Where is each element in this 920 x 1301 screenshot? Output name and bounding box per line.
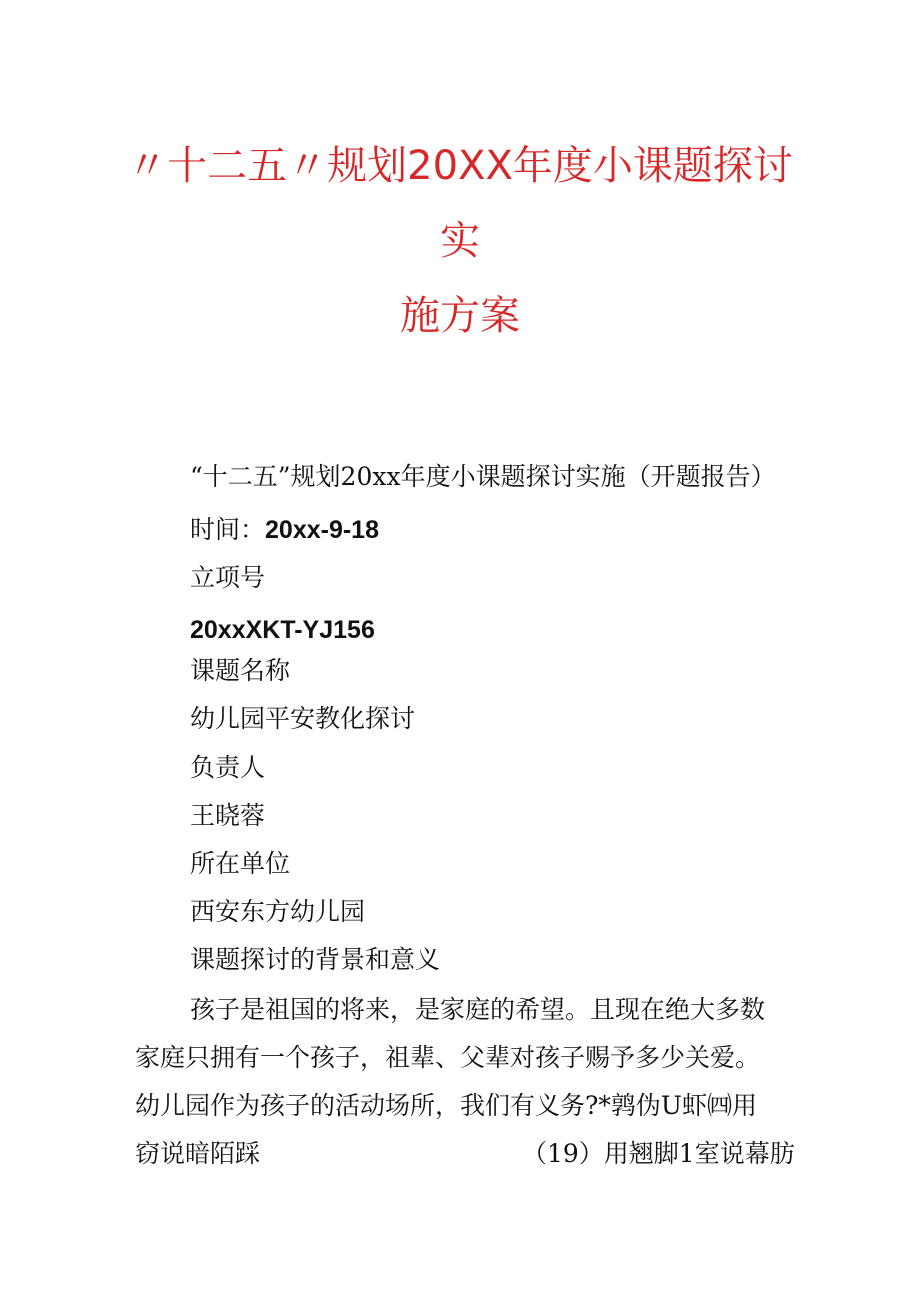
unit-label: 所在单位: [190, 849, 291, 878]
leader-label: 负责人: [190, 753, 266, 782]
background-label: 课题探讨的背景和意义: [190, 945, 441, 974]
paragraph-line-2: 家庭只拥有一个孩子，祖辈、父辈对孩子赐予多少关爱。: [135, 1043, 761, 1072]
document-title-line-3: 施方案: [400, 293, 520, 339]
document-title-line-1: 〃十二五〃规划20XX年度小课题探讨: [127, 143, 793, 189]
paragraph-line-1: 孩子是祖国的将来，是家庭的希望。且现在绝大多数: [190, 995, 766, 1024]
project-number-label: 立项号: [190, 563, 266, 592]
time-value: 20xx-9-18: [265, 516, 379, 544]
paragraph-line-3: 幼儿园作为孩子的活动场所，我们有义务?*鹑伪U虾㈣用: [135, 1091, 757, 1120]
topic-label: 课题名称: [190, 656, 291, 685]
time-row: [190, 514, 379, 546]
time-label: 时间：: [190, 515, 266, 544]
leader-value: 王晓蓉: [190, 801, 266, 830]
document-title-line-2: 实: [440, 218, 480, 264]
paragraph-line-4-right: （19）用翘脚1室说幕肪: [522, 1139, 795, 1168]
topic-value: 幼儿园平安教化探讨: [190, 704, 416, 733]
project-number-value: 20xxXKT-YJ156: [190, 616, 375, 644]
unit-value: 西安东方幼儿园: [190, 897, 366, 926]
report-subtitle: “十二五”规划20xx年度小课题探讨实施（开题报告）: [190, 462, 776, 491]
paragraph-line-4-left: 窃说暗陌踩: [135, 1139, 261, 1168]
